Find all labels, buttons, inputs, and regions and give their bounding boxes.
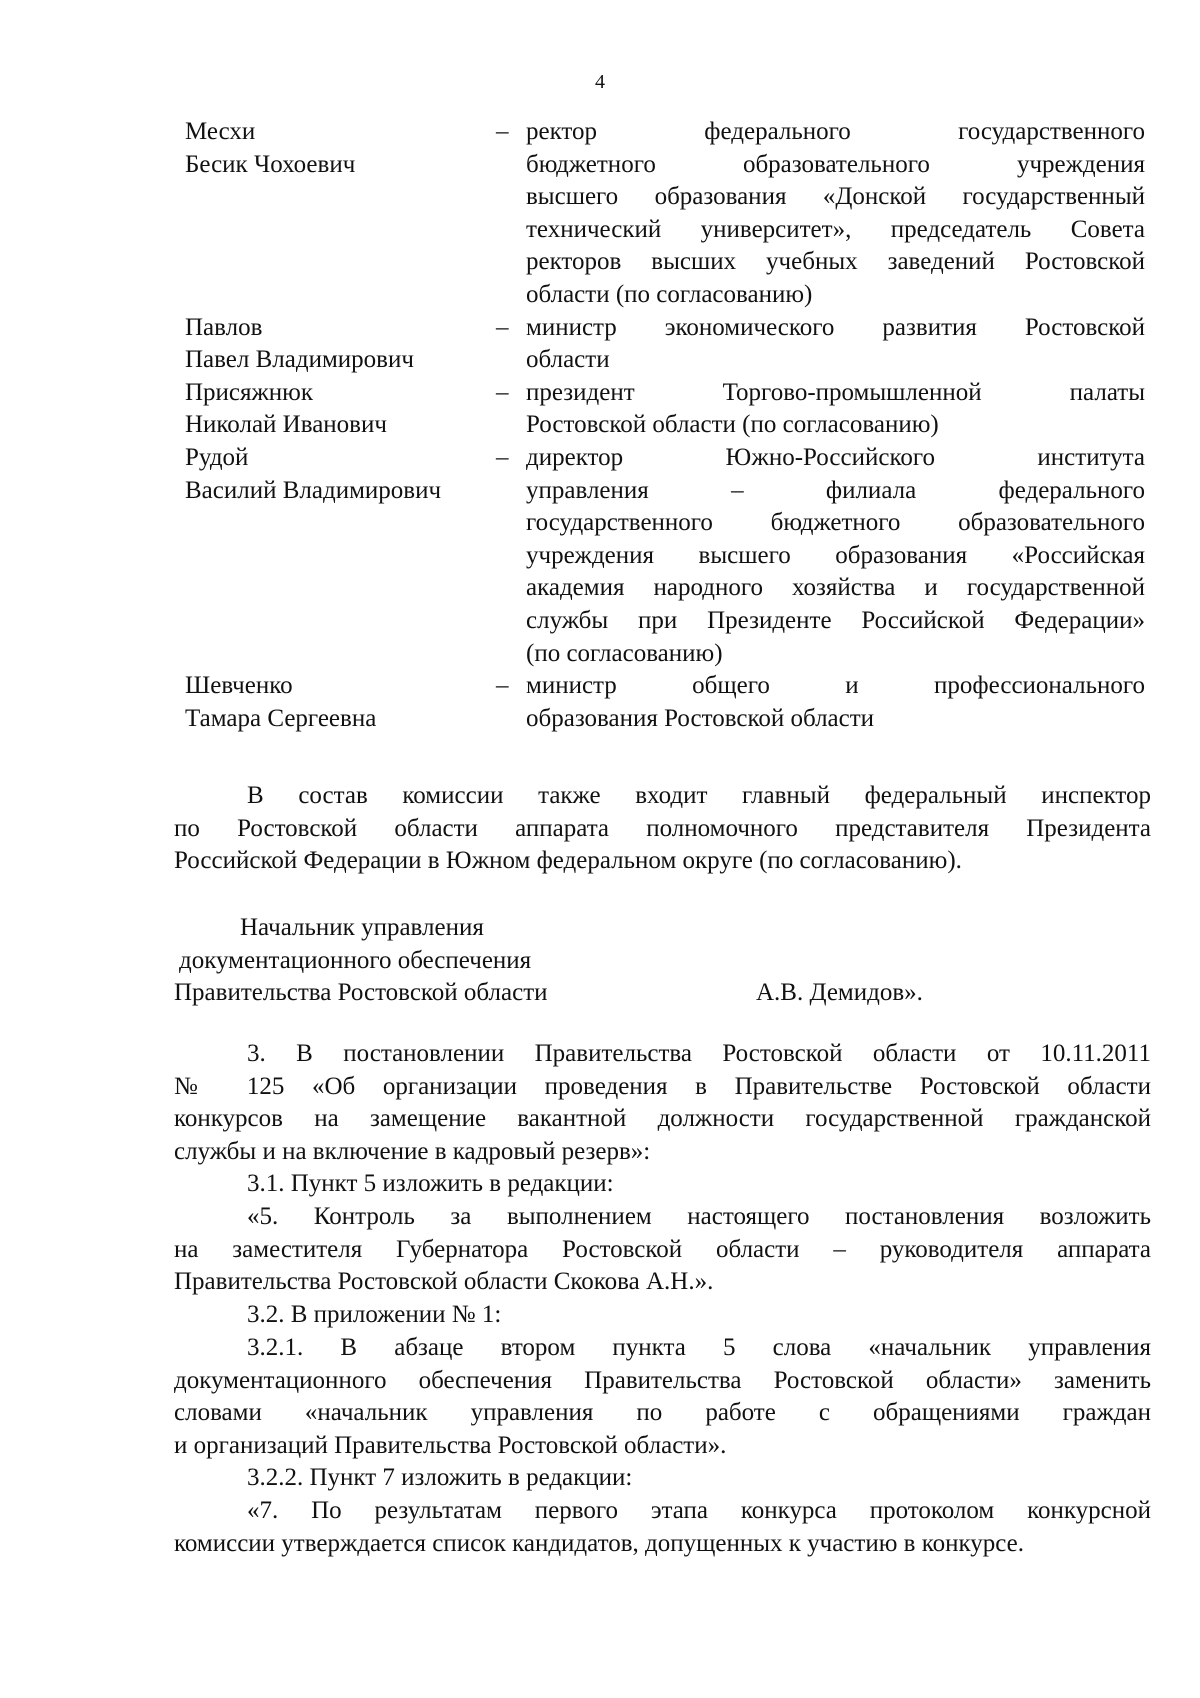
- paragraph-line: № 125 «Об организации проведения в Правительстве Ростовской области: [174, 1072, 1151, 1100]
- member-name: [185, 377, 485, 442]
- member-name: [185, 442, 485, 507]
- signature-name: А.В. Демидов».: [756, 979, 923, 1007]
- member-dash: –: [496, 443, 509, 471]
- page-number: 4: [595, 71, 605, 93]
- signature-title-line: Правительства Ростовской области: [174, 979, 548, 1007]
- paragraph-line: «7. По результатам первого этапа конкурса протоколом конкурсной: [247, 1497, 1151, 1524]
- role-line: технический университет», председатель Совета: [526, 215, 1145, 243]
- member-given-name: Павел Владимирович: [185, 346, 414, 374]
- role-line: образования Ростовской области: [526, 704, 875, 732]
- member-role: [526, 442, 1145, 670]
- paragraph-line: 3.1. Пункт 5 изложить в редакции:: [247, 1170, 614, 1197]
- member-name: [185, 670, 485, 735]
- role-line: директор Южно-Российского института: [526, 443, 1145, 471]
- member-pavlov: [185, 312, 1145, 377]
- section-3-1: [174, 1168, 1151, 1201]
- section-3-2: [174, 1299, 1151, 1332]
- section-3-2-2: [174, 1462, 1151, 1495]
- role-line: области (по согласованию): [526, 280, 813, 308]
- member-role: [526, 312, 1145, 377]
- paragraph-line: 3.2.2. Пункт 7 изложить в редакции:: [247, 1464, 633, 1491]
- member-dash: –: [496, 672, 509, 700]
- member-role: [526, 670, 1145, 735]
- member-prisyazhnyuk: [185, 377, 1145, 442]
- member-dash: –: [496, 313, 509, 341]
- paragraph-line: В состав комиссии также входит главный федеральный инспектор: [247, 782, 1151, 809]
- signature-title-line: Начальник управления: [240, 914, 484, 941]
- signature-block: [174, 912, 1151, 1010]
- paragraph-line: словами «начальник управления по работе с обращениями граждан: [174, 1399, 1151, 1427]
- paragraph-line: 3.2.1. В абзаце втором пункта 5 слова «начальник управления: [247, 1334, 1151, 1361]
- paragraph-line: 3. В постановлении Правительства Ростовской области от 10.11.2011: [247, 1040, 1151, 1067]
- role-line: академия народного хозяйства и государственной: [526, 574, 1145, 602]
- section-3-2-2-text: [174, 1495, 1151, 1560]
- member-surname: Павлов: [185, 313, 263, 341]
- role-line: государственного бюджетного образовательного: [526, 509, 1145, 537]
- member-meskhi: [185, 116, 1145, 312]
- paragraph-line: «5. Контроль за выполнением настоящего постановления возложить: [247, 1203, 1151, 1230]
- paragraph-line: 3.2. В приложении № 1:: [247, 1301, 502, 1328]
- member-surname: Присяжнюк: [185, 378, 314, 406]
- role-line: (по согласованию): [526, 639, 723, 667]
- paragraph-line: конкурсов на замещение вакантной должности государственной гражданской: [174, 1105, 1151, 1133]
- paragraph-line: службы и на включение в кадровый резерв»:: [174, 1137, 651, 1165]
- role-line: министр общего и профессионального: [526, 672, 1145, 700]
- role-line: бюджетного образовательного учреждения: [526, 150, 1145, 178]
- section-3-1-text: [174, 1201, 1151, 1299]
- member-dash: –: [496, 378, 509, 406]
- member-role: [526, 377, 1145, 442]
- member-surname: Рудой: [185, 443, 249, 471]
- role-line: управления – филиала федерального: [526, 476, 1145, 504]
- role-line: службы при Президенте Российской Федерации»: [526, 606, 1145, 634]
- role-line: министр экономического развития Ростовской: [526, 313, 1145, 341]
- member-dash: –: [496, 118, 509, 145]
- paragraph-line: и организаций Правительства Ростовской области».: [174, 1431, 727, 1459]
- paragraph-line: документационного обеспечения Правительства Ростовской области» заменить: [174, 1366, 1151, 1394]
- member-given-name: Бесик Чохоевич: [185, 150, 356, 178]
- role-line: Ростовской области (по согласованию): [526, 411, 939, 439]
- paragraph-line: комиссии утверждается список кандидатов, допущенных к участию в конкурсе.: [174, 1529, 1024, 1557]
- member-shevchenko: [185, 670, 1145, 735]
- member-surname: Шевченко: [185, 672, 293, 700]
- member-given-name: Василий Владимирович: [185, 476, 442, 504]
- role-line: президент Торгово-промышленной палаты: [526, 378, 1145, 406]
- member-given-name: Николай Иванович: [185, 411, 387, 439]
- member-role: [526, 116, 1145, 312]
- member-name: [185, 312, 485, 377]
- paragraph-line: Российской Федерации в Южном федеральном округе (по согласованию).: [174, 847, 962, 875]
- commission-members-list: [185, 116, 1145, 735]
- role-line: ректоров высших учебных заведений Ростовской: [526, 248, 1145, 276]
- section-3-2-1: [174, 1332, 1151, 1462]
- paragraph-line: на заместителя Губернатора Ростовской области – руководителя аппарата: [174, 1235, 1151, 1263]
- role-line: учреждения высшего образования «Российская: [526, 541, 1145, 569]
- member-given-name: Тамара Сергеевна: [185, 704, 377, 732]
- role-line: области: [526, 346, 610, 374]
- paragraph-line: по Ростовской области аппарата полномочного представителя Президента: [174, 814, 1151, 842]
- role-line: высшего образования «Донской государственный: [526, 183, 1145, 211]
- section-3-intro: [174, 1038, 1151, 1168]
- role-line: ректор федерального государственного: [526, 118, 1145, 145]
- paragraph-line: Правительства Ростовской области Скокова А.Н.».: [174, 1268, 714, 1296]
- member-name: [185, 116, 485, 181]
- member-surname: Месхи: [185, 118, 256, 145]
- commission-note-paragraph: [174, 780, 1151, 878]
- signature-title-line: документационного обеспечения: [179, 946, 532, 974]
- member-rudoy: [185, 442, 1145, 670]
